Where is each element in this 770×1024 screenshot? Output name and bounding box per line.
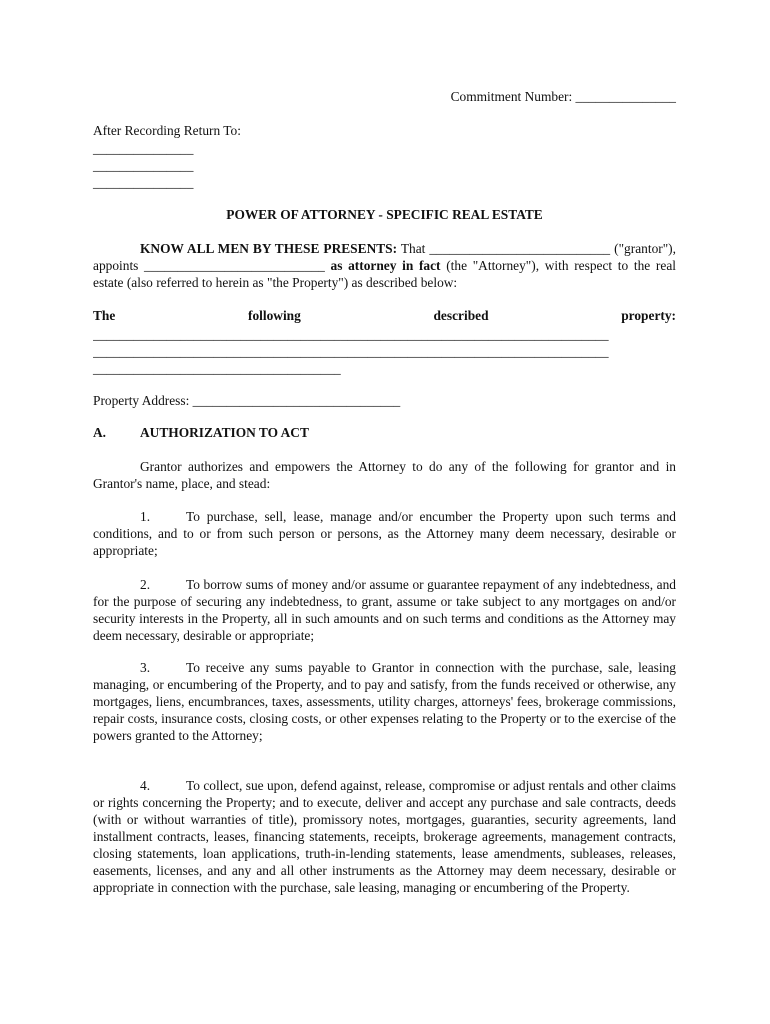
property-line-2: _____________________________________________________________________________ (93, 344, 609, 359)
document-title: POWER OF ATTORNEY - SPECIFIC REAL ESTATE (226, 207, 543, 222)
section-a-intro (93, 458, 676, 492)
return-line-2: _______________ (93, 158, 194, 173)
intro-lead: KNOW ALL MEN BY THESE PRESENTS: (140, 241, 398, 256)
intro-paragraph (93, 240, 676, 291)
property-line-1: _____________________________________________________________________________ (93, 327, 609, 342)
item-text: To receive any sums payable to Grantor in connection with the purchase, sale, leasing managing, or encumbering of the Property, and to pay and satisfy, from the funds received or otherwise, any mortgages, liens, encumbrances, taxes, assessments, utility charges, attorneys' fees, brokerage commissions, repair costs, insurance costs, closing costs, or other expenses relating to the Property or to the exercise of the powers granted to the Attorney; (93, 660, 676, 743)
item-number: 1. (140, 509, 151, 524)
intro-part1: That ___________________________ (397, 241, 611, 256)
item-number: 4. (140, 778, 151, 793)
property-heading: The following described property: (93, 308, 676, 323)
section-a-title: AUTHORIZATION TO ACT (140, 425, 309, 440)
item-number: 2. (140, 577, 151, 592)
item-text: To borrow sums of money and/or assume or guarantee repayment of any indebtedness, and for the purpose of securing any indebtedness, to grant, assume or take subject to any mortgages on and/or security interests in the Property, all in such amounts and on such terms and conditions as the Attorney may deem necessary, desirable or appropriate; (93, 577, 676, 643)
section-a-intro-text: Grantor authorizes and empowers the Attorney to do any of the following for grantor and in Grantor's name, place, and stead: (93, 459, 676, 491)
return-line-3: _______________ (93, 175, 194, 190)
intro-part3: (the "Attorney"), with respect to the real estate (also referred to herein as "the Property") as described below: (93, 258, 677, 290)
return-to-label: After Recording Return To: (93, 123, 241, 138)
property-address: Property Address: _______________________________ (93, 393, 401, 408)
section-a-heading (93, 424, 676, 441)
list-item (93, 659, 676, 744)
commitment-number: Commitment Number: _______________ (450, 89, 676, 104)
list-item (93, 576, 676, 644)
list-item (93, 777, 676, 896)
list-item (93, 508, 676, 559)
item-text: To collect, sue upon, defend against, release, compromise or adjust rentals and other claims or rights concerning the Property; and to execute, deliver and accept any purchase and sale contracts, deeds (with or without warranties of title), promissory notes, mortgages, guaranties, security agreements, land installment contracts, leases, financing statements, receipts, brokerage agreements, management contracts, closing statements, loan applications, truth-in-lending statements, lease amendments, subleases, releases, easements, licenses, and any and all other instruments as the Attorney may deem necessary, desirable or appropriate in connection with the purchase, sale leasing, managing or encumbering of the Property. (93, 778, 676, 895)
intro-part2: ("grantor"), appoints ___________________________ (93, 241, 676, 273)
intro-attorney-in-fact: as attorney in fact (330, 258, 441, 273)
return-line-1: _______________ (93, 141, 194, 156)
item-number: 3. (140, 660, 151, 675)
section-a-number: A. (93, 425, 107, 440)
property-line-3: _____________________________________ (93, 361, 341, 376)
item-text: To purchase, sell, lease, manage and/or encumber the Property upon such terms and conditions, and to or from such person or persons, as the Attorney many deem necessary, desirable or appropriate; (93, 509, 676, 558)
